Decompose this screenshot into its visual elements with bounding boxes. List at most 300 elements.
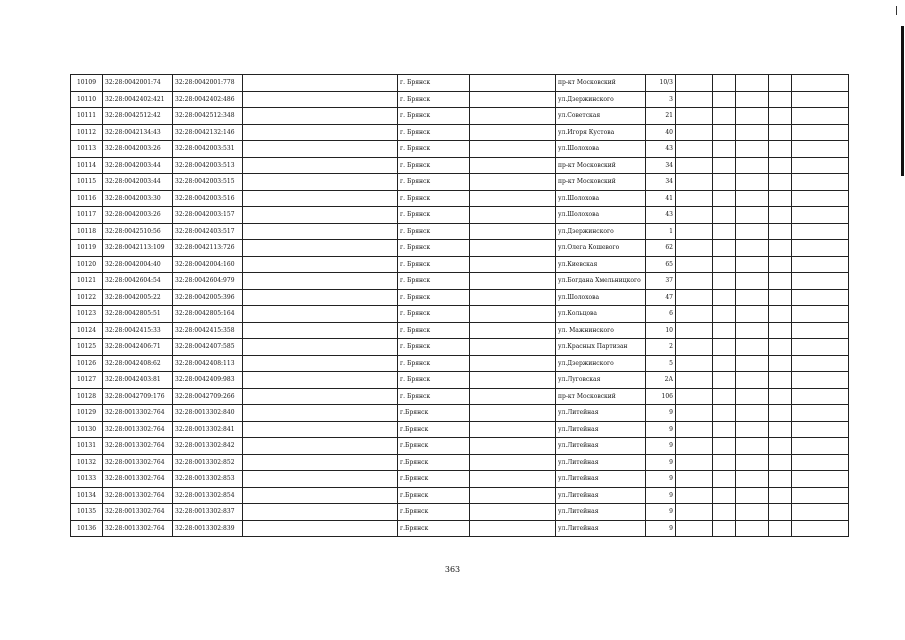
table-cell: [676, 438, 713, 455]
table-cell: 10131: [71, 438, 103, 455]
table-cell: 9: [646, 520, 676, 537]
table-cell: ул.Дзержинского: [556, 91, 646, 108]
table-row: [71, 388, 849, 405]
table-cell: [243, 405, 398, 422]
table-cell: 32:28:0042805:51: [103, 306, 173, 323]
table-row: [71, 223, 849, 240]
table-cell: [243, 306, 398, 323]
table-cell: [792, 190, 849, 207]
table-cell: 10126: [71, 355, 103, 372]
table-cell: ул.Киевская: [556, 256, 646, 273]
table-cell: 65: [646, 256, 676, 273]
table-cell: ул.Олега Кошевого: [556, 240, 646, 257]
table-cell: ул.Литейная: [556, 454, 646, 471]
table-cell: 32:28:0042003:516: [173, 190, 243, 207]
table-cell: 32:28:0013302:764: [103, 487, 173, 504]
table-cell: [792, 306, 849, 323]
table-cell: [676, 157, 713, 174]
table-cell: 10129: [71, 405, 103, 422]
table-cell: [713, 438, 736, 455]
table-cell: [713, 157, 736, 174]
table-cell: [676, 355, 713, 372]
table-cell: [676, 388, 713, 405]
table-cell: 32:28:0042406:71: [103, 339, 173, 356]
table-cell: [713, 289, 736, 306]
table-cell: 32:28:0042005:22: [103, 289, 173, 306]
table-cell: 32:28:0013302:840: [173, 405, 243, 422]
table-cell: 32:28:0042134:43: [103, 124, 173, 141]
table-cell: [243, 355, 398, 372]
table-cell: [713, 322, 736, 339]
table-cell: [736, 339, 769, 356]
table-cell: [792, 421, 849, 438]
table-row: [71, 421, 849, 438]
table-cell: [676, 405, 713, 422]
table-cell: [792, 157, 849, 174]
table-cell: 32:28:0013302:764: [103, 471, 173, 488]
table-cell: 32:28:0042001:74: [103, 75, 173, 92]
table-cell: [736, 421, 769, 438]
table-row: [71, 322, 849, 339]
table-cell: 37: [646, 273, 676, 290]
table-cell: 10111: [71, 108, 103, 125]
table-cell: [769, 207, 792, 224]
table-cell: 32:28:0042415:33: [103, 322, 173, 339]
table-cell: пр-кт Московский: [556, 174, 646, 191]
table-row: [71, 454, 849, 471]
table-row: [71, 339, 849, 356]
table-cell: [736, 289, 769, 306]
table-cell: [769, 322, 792, 339]
scan-edge-bar: [901, 26, 904, 176]
table-cell: 10128: [71, 388, 103, 405]
table-cell: [470, 438, 556, 455]
table-cell: [769, 289, 792, 306]
table-cell: [769, 223, 792, 240]
table-cell: ул.Шолохова: [556, 190, 646, 207]
table-cell: [470, 471, 556, 488]
table-row: [71, 405, 849, 422]
table-cell: 32:28:0042407:585: [173, 339, 243, 356]
table-cell: [676, 174, 713, 191]
table-cell: г. Брянск: [398, 322, 470, 339]
table-cell: [243, 108, 398, 125]
table-cell: 32:28:0042512:42: [103, 108, 173, 125]
table-cell: г.Брянск: [398, 487, 470, 504]
registry-table: [70, 74, 849, 537]
table-cell: г. Брянск: [398, 190, 470, 207]
table-cell: [792, 75, 849, 92]
table-cell: [736, 108, 769, 125]
table-cell: 32:28:0042113:109: [103, 240, 173, 257]
table-cell: [676, 487, 713, 504]
table-cell: [676, 223, 713, 240]
table-cell: [736, 190, 769, 207]
table-cell: [792, 487, 849, 504]
table-cell: [243, 207, 398, 224]
table-cell: ул.Кольцова: [556, 306, 646, 323]
table-cell: 32:28:0042415:358: [173, 322, 243, 339]
table-cell: [769, 372, 792, 389]
table-cell: 32:28:0042003:26: [103, 207, 173, 224]
table-cell: [713, 273, 736, 290]
table-row: [71, 240, 849, 257]
table-cell: [736, 487, 769, 504]
table-row: [71, 372, 849, 389]
table-cell: [792, 388, 849, 405]
table-cell: 2: [646, 339, 676, 356]
table-cell: [769, 471, 792, 488]
table-cell: г. Брянск: [398, 124, 470, 141]
table-cell: 32:28:0042003:30: [103, 190, 173, 207]
table-cell: [470, 504, 556, 521]
table-cell: г. Брянск: [398, 91, 470, 108]
table-cell: 32:28:0013302:841: [173, 421, 243, 438]
table-cell: [713, 454, 736, 471]
table-cell: 43: [646, 141, 676, 158]
table-cell: [713, 174, 736, 191]
table-cell: г. Брянск: [398, 157, 470, 174]
table-cell: [243, 157, 398, 174]
table-row: [71, 355, 849, 372]
table-cell: 21: [646, 108, 676, 125]
table-cell: 10109: [71, 75, 103, 92]
table-cell: 9: [646, 454, 676, 471]
table-cell: 10120: [71, 256, 103, 273]
table-cell: [736, 223, 769, 240]
table-cell: [470, 520, 556, 537]
table-cell: г. Брянск: [398, 174, 470, 191]
table-cell: ул. Мажнинского: [556, 322, 646, 339]
table-cell: ул.Литейная: [556, 471, 646, 488]
table-cell: 32:28:0042403:81: [103, 372, 173, 389]
table-cell: ул.Литейная: [556, 520, 646, 537]
table-cell: [470, 190, 556, 207]
table-cell: [713, 91, 736, 108]
table-cell: 10133: [71, 471, 103, 488]
table-cell: 62: [646, 240, 676, 257]
table-cell: 32:28:0013302:764: [103, 454, 173, 471]
table-cell: [243, 124, 398, 141]
table-cell: 9: [646, 487, 676, 504]
table-cell: [243, 141, 398, 158]
table-cell: [470, 421, 556, 438]
table-cell: [243, 273, 398, 290]
table-cell: [792, 174, 849, 191]
table-cell: г. Брянск: [398, 240, 470, 257]
table-cell: [243, 388, 398, 405]
table-row: [71, 124, 849, 141]
table-cell: 32:28:0013302:842: [173, 438, 243, 455]
table-cell: 32:28:0013302:854: [173, 487, 243, 504]
table-cell: [243, 471, 398, 488]
table-cell: 32:28:0013302:764: [103, 405, 173, 422]
table-cell: [676, 256, 713, 273]
table-cell: 34: [646, 174, 676, 191]
table-cell: 34: [646, 157, 676, 174]
table-cell: г.Брянск: [398, 504, 470, 521]
table-row: [71, 256, 849, 273]
table-cell: [713, 108, 736, 125]
table-row: [71, 108, 849, 125]
table-cell: [736, 207, 769, 224]
table-cell: ул.Литейная: [556, 438, 646, 455]
table-cell: 32:28:0042004:160: [173, 256, 243, 273]
table-cell: пр-кт Московский: [556, 75, 646, 92]
table-cell: [736, 240, 769, 257]
table-cell: 32:28:0042709:266: [173, 388, 243, 405]
table-cell: 32:28:0013302:764: [103, 504, 173, 521]
table-cell: [713, 520, 736, 537]
table-row: [71, 75, 849, 92]
table-cell: [676, 322, 713, 339]
table-cell: [769, 157, 792, 174]
registry-sheet: [70, 74, 848, 537]
table-cell: пр-кт Московский: [556, 157, 646, 174]
table-cell: [792, 240, 849, 257]
table-row: [71, 504, 849, 521]
table-cell: 9: [646, 405, 676, 422]
table-cell: ул.Литейная: [556, 504, 646, 521]
scan-edge-tick: [896, 6, 897, 15]
table-cell: 10113: [71, 141, 103, 158]
table-cell: [736, 124, 769, 141]
table-cell: 6: [646, 306, 676, 323]
table-cell: [470, 124, 556, 141]
table-cell: [713, 75, 736, 92]
table-row: [71, 487, 849, 504]
table-cell: 32:28:0013302:852: [173, 454, 243, 471]
table-cell: 10125: [71, 339, 103, 356]
table-cell: 32:28:0042003:26: [103, 141, 173, 158]
table-cell: 32:28:0042510:56: [103, 223, 173, 240]
table-cell: [713, 355, 736, 372]
table-cell: [470, 108, 556, 125]
table-cell: [243, 289, 398, 306]
table-cell: [792, 405, 849, 422]
table-cell: [676, 207, 713, 224]
table-cell: [713, 223, 736, 240]
table-cell: [792, 438, 849, 455]
table-cell: 32:28:0042003:44: [103, 174, 173, 191]
table-cell: [769, 504, 792, 521]
table-cell: [769, 339, 792, 356]
table-cell: 10118: [71, 223, 103, 240]
table-cell: [470, 141, 556, 158]
table-cell: [470, 405, 556, 422]
table-cell: 9: [646, 504, 676, 521]
table-cell: [676, 520, 713, 537]
table-cell: [792, 256, 849, 273]
table-cell: [736, 75, 769, 92]
table-cell: [676, 289, 713, 306]
table-cell: г. Брянск: [398, 306, 470, 323]
table-cell: 32:28:0042805:164: [173, 306, 243, 323]
table-cell: г.Брянск: [398, 438, 470, 455]
table-cell: [676, 190, 713, 207]
table-cell: [713, 504, 736, 521]
table-cell: [470, 355, 556, 372]
table-cell: [769, 141, 792, 158]
table-cell: ул.Шолохова: [556, 289, 646, 306]
table-cell: [792, 273, 849, 290]
table-cell: [713, 339, 736, 356]
table-cell: 10130: [71, 421, 103, 438]
table-cell: [243, 174, 398, 191]
table-cell: [470, 157, 556, 174]
table-row: [71, 306, 849, 323]
table-row: [71, 289, 849, 306]
table-cell: [713, 471, 736, 488]
table-cell: [676, 91, 713, 108]
table-cell: [792, 289, 849, 306]
table-cell: ул.Дзержинского: [556, 223, 646, 240]
table-cell: [769, 91, 792, 108]
table-cell: [736, 141, 769, 158]
table-cell: [769, 240, 792, 257]
table-cell: 32:28:0042003:44: [103, 157, 173, 174]
table-cell: 47: [646, 289, 676, 306]
table-cell: ул.Литейная: [556, 405, 646, 422]
table-cell: [713, 256, 736, 273]
table-cell: [676, 306, 713, 323]
table-cell: [676, 339, 713, 356]
table-cell: 32:28:0042512:348: [173, 108, 243, 125]
table-cell: [470, 289, 556, 306]
table-cell: [792, 339, 849, 356]
table-cell: 32:28:0042113:726: [173, 240, 243, 257]
table-cell: ул.Литейная: [556, 487, 646, 504]
table-cell: 2А: [646, 372, 676, 389]
table-cell: [676, 141, 713, 158]
table-cell: 10136: [71, 520, 103, 537]
table-cell: г.Брянск: [398, 421, 470, 438]
table-cell: [470, 388, 556, 405]
table-cell: 32:28:0042003:531: [173, 141, 243, 158]
table-cell: 10135: [71, 504, 103, 521]
table-cell: 41: [646, 190, 676, 207]
table-cell: [470, 454, 556, 471]
table-cell: [769, 405, 792, 422]
table-cell: [243, 256, 398, 273]
table-cell: 32:28:0042403:517: [173, 223, 243, 240]
table-cell: [769, 174, 792, 191]
table-cell: 32:28:0042001:778: [173, 75, 243, 92]
table-cell: 10117: [71, 207, 103, 224]
table-cell: 32:28:0042003:513: [173, 157, 243, 174]
table-cell: [470, 372, 556, 389]
table-cell: [243, 421, 398, 438]
table-cell: 32:28:0013302:839: [173, 520, 243, 537]
table-cell: г.Брянск: [398, 520, 470, 537]
table-cell: [736, 405, 769, 422]
table-cell: [769, 108, 792, 125]
table-cell: [736, 273, 769, 290]
table-cell: 32:28:0042604:979: [173, 273, 243, 290]
table-cell: [736, 388, 769, 405]
table-row: [71, 471, 849, 488]
table-cell: [736, 520, 769, 537]
table-cell: ул.Богдана Хмельницкого: [556, 273, 646, 290]
table-cell: 10: [646, 322, 676, 339]
table-cell: ул.Красных Партизан: [556, 339, 646, 356]
table-cell: [769, 454, 792, 471]
table-cell: [736, 157, 769, 174]
table-cell: [713, 141, 736, 158]
table-cell: 10127: [71, 372, 103, 389]
table-cell: [713, 207, 736, 224]
table-cell: г. Брянск: [398, 108, 470, 125]
table-cell: [736, 306, 769, 323]
table-cell: г. Брянск: [398, 256, 470, 273]
table-cell: 10124: [71, 322, 103, 339]
table-row: [71, 157, 849, 174]
table-cell: ул.Советская: [556, 108, 646, 125]
table-cell: 3: [646, 91, 676, 108]
table-cell: [769, 306, 792, 323]
table-cell: [769, 487, 792, 504]
table-cell: [713, 306, 736, 323]
table-cell: 32:28:0042004:40: [103, 256, 173, 273]
table-cell: [769, 75, 792, 92]
table-cell: [792, 141, 849, 158]
table-cell: [243, 75, 398, 92]
table-cell: ул.Игоря Кустова: [556, 124, 646, 141]
table-cell: [243, 438, 398, 455]
table-cell: пр-кт Московский: [556, 388, 646, 405]
table-cell: [736, 355, 769, 372]
table-cell: г. Брянск: [398, 273, 470, 290]
table-cell: 9: [646, 438, 676, 455]
table-cell: [676, 273, 713, 290]
table-cell: [792, 108, 849, 125]
table-cell: [736, 174, 769, 191]
table-cell: [243, 372, 398, 389]
table-cell: [792, 124, 849, 141]
table-cell: 32:28:0042709:176: [103, 388, 173, 405]
table-cell: 32:28:0013302:837: [173, 504, 243, 521]
table-cell: ул.Шолохова: [556, 207, 646, 224]
table-cell: 43: [646, 207, 676, 224]
table-cell: г.Брянск: [398, 454, 470, 471]
table-row: [71, 273, 849, 290]
table-cell: [769, 273, 792, 290]
table-cell: [792, 355, 849, 372]
table-row: [71, 190, 849, 207]
table-cell: [769, 256, 792, 273]
table-cell: 10116: [71, 190, 103, 207]
table-cell: 10110: [71, 91, 103, 108]
table-cell: [470, 174, 556, 191]
table-cell: [792, 372, 849, 389]
table-cell: 32:28:0042402:486: [173, 91, 243, 108]
table-cell: [792, 454, 849, 471]
table-cell: [792, 322, 849, 339]
table-cell: [676, 471, 713, 488]
table-cell: 32:28:0042003:515: [173, 174, 243, 191]
table-cell: 10112: [71, 124, 103, 141]
registry-table-body: [71, 75, 849, 537]
table-cell: [736, 256, 769, 273]
table-cell: г.Брянск: [398, 471, 470, 488]
table-cell: 32:28:0013302:853: [173, 471, 243, 488]
table-cell: [676, 372, 713, 389]
table-cell: [792, 520, 849, 537]
table-cell: [736, 438, 769, 455]
table-cell: [792, 504, 849, 521]
table-cell: [470, 223, 556, 240]
table-cell: 10132: [71, 454, 103, 471]
